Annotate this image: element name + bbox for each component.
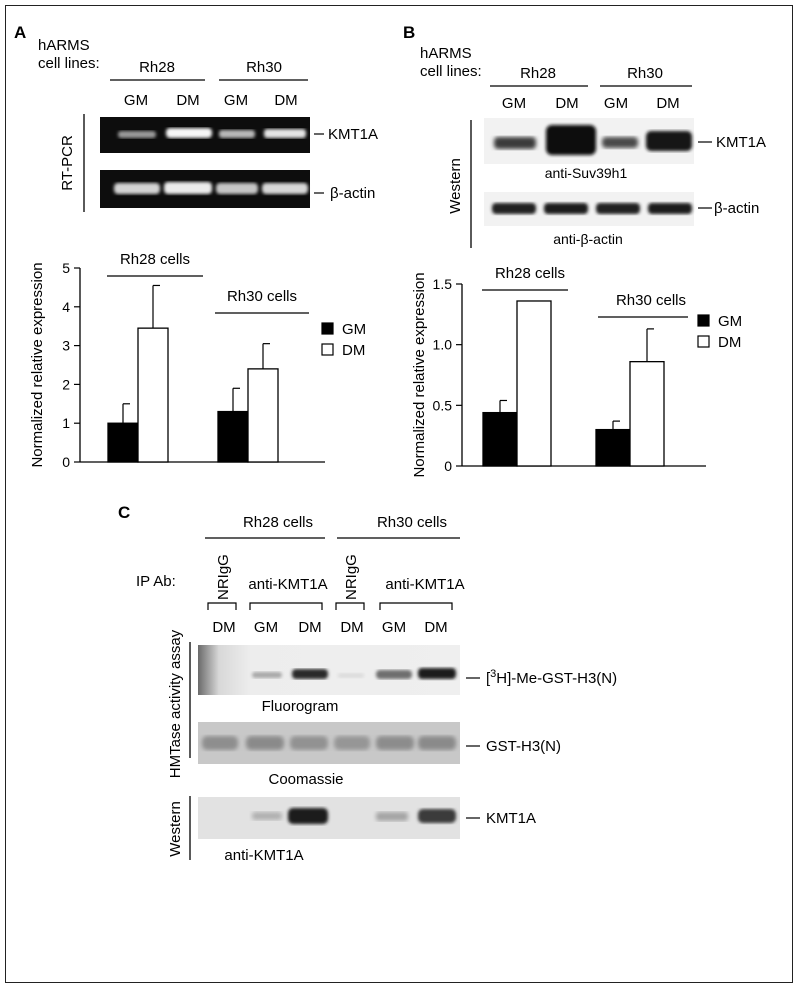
panel-b-hARMS: hARMS (420, 45, 472, 62)
chart-b (411, 265, 742, 478)
panel-c-hmtase-label: HMTase activity assay (167, 629, 184, 779)
panel-c-ip-nrigg-2: NRIgG (343, 554, 360, 600)
panel-b-cell-lines: cell lines: (420, 63, 482, 80)
legend-swatch (698, 336, 709, 347)
panel-c-group-rh30: Rh30 cells (376, 514, 448, 531)
panel-c-coomassie-caption: Coomassie (268, 771, 344, 788)
panel-a-group-rh30: Rh30 (246, 59, 282, 76)
y-tick-label: 1.5 (432, 276, 452, 292)
panel-c-lane-3: DM (298, 619, 322, 636)
panel-a-band-actin: β-actin (330, 185, 376, 202)
y-tick-label: 0 (444, 458, 452, 474)
panel-c-ip-label: IP Ab: (136, 573, 176, 590)
panel-b-western-label: Western (447, 158, 464, 214)
legend-swatch (698, 315, 709, 326)
bar-gm-0 (483, 413, 517, 466)
panel-c-label: C (118, 503, 131, 522)
panel-a-lane-4: DM (274, 92, 298, 109)
panel-b-blot-kmt1a (484, 118, 694, 164)
panel-a-lane-2: DM (176, 92, 200, 109)
panel-c-western-caption: anti-KMT1A (224, 847, 304, 864)
panel-c-lane-2: GM (253, 619, 279, 636)
panel-c-fluorogram (198, 645, 460, 695)
panel-c-ip-kmt1a-2: anti-KMT1A (385, 576, 465, 593)
y-tick-label: 0.5 (432, 397, 452, 414)
legend-label: GM (718, 313, 743, 330)
panel-a-group-rh28: Rh28 (139, 59, 175, 76)
panel-b-lane-3: GM (603, 95, 629, 112)
bar-gm-1 (218, 412, 248, 462)
panel-b-group-rh30: Rh30 (627, 65, 663, 82)
bar-dm-0 (138, 328, 168, 462)
panel-a-cell-lines: cell lines: (38, 55, 100, 72)
legend-label: GM (342, 321, 367, 338)
panel-b-band-actin: β-actin (714, 200, 760, 217)
panel-c-lane-6: DM (424, 619, 448, 636)
panel-b-lane-4: DM (656, 95, 680, 112)
legend-swatch (322, 323, 333, 334)
bar-dm-0 (517, 301, 551, 466)
y-tick-label: 3 (62, 337, 70, 354)
panel-c-band-1: [$^3$H]-Me-GST-H3(N) (486, 668, 618, 687)
legend-swatch (322, 344, 333, 355)
panel-a-gel-kmt1a (100, 117, 310, 153)
panel-a-gel-actin (100, 170, 310, 208)
panel-c-lane-1: DM (212, 619, 236, 636)
panel-c-ip-nrigg-1: NRIgG (215, 554, 232, 600)
y-axis-label: Normalized relative expression (29, 262, 46, 468)
panel-b-ab-actin: anti-β-actin (553, 231, 623, 247)
bar-dm-1 (248, 369, 278, 462)
panel-a-rtpcr-label: RT-PCR (59, 135, 76, 191)
panel-b-blot-actin (484, 192, 694, 226)
panel-c-band-3: KMT1A (486, 810, 537, 827)
panel-a-band-kmt1a: KMT1A (328, 126, 379, 143)
panel-b-lane-2: DM (555, 95, 579, 112)
y-tick-label: 0 (62, 454, 70, 470)
panel-b-lane-1: GM (501, 95, 527, 112)
y-tick-label: 1.0 (432, 336, 452, 353)
panel-c-fluorogram-caption: Fluorogram (261, 698, 339, 715)
legend-label: DM (718, 334, 742, 351)
chart-a (29, 251, 366, 470)
panel-b-label: B (403, 23, 416, 42)
group-label: Rh30 cells (226, 288, 298, 305)
group-label: Rh28 cells (119, 251, 191, 268)
bar-dm-1 (630, 362, 664, 466)
bar-gm-1 (596, 430, 630, 466)
y-tick-label: 2 (62, 376, 70, 393)
panel-b-ab-suv39h1: anti-Suv39h1 (544, 165, 628, 181)
y-tick-label: 5 (62, 260, 70, 276)
panel-a-hARMS: hARMS (38, 37, 90, 54)
bar-gm-0 (108, 423, 138, 462)
y-tick-label: 1 (62, 415, 70, 432)
legend-label: DM (342, 342, 366, 359)
panel-c-coomassie (198, 722, 460, 764)
panel-a-lane-1: GM (123, 92, 149, 109)
panel-b-group-rh28: Rh28 (520, 65, 556, 82)
panel-a-label: A (14, 23, 27, 42)
panel-c-group-rh28: Rh28 cells (242, 514, 314, 531)
panel-a-lane-3: GM (223, 92, 249, 109)
y-tick-label: 4 (62, 298, 70, 315)
panel-c-western-blot (198, 797, 460, 839)
panel-c-lane-4: DM (340, 619, 364, 636)
y-axis-label: Normalized relative expression (411, 272, 428, 478)
panel-c-ip-kmt1a-1: anti-KMT1A (248, 576, 328, 593)
panel-b-band-kmt1a: KMT1A (716, 134, 767, 151)
group-label: Rh30 cells (615, 292, 687, 309)
panel-c-western-label: Western (167, 801, 184, 857)
panel-c-lane-5: GM (381, 619, 407, 636)
panel-c-band-2: GST-H3(N) (486, 738, 561, 755)
group-label: Rh28 cells (494, 265, 566, 282)
